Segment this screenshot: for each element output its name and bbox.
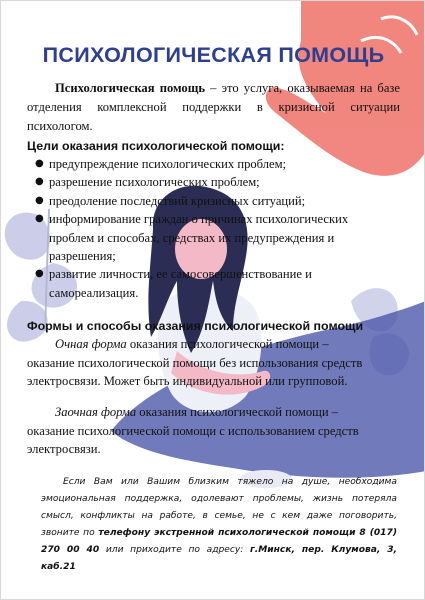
contact-text-2: или приходите по адресу: bbox=[99, 545, 251, 555]
intro-text: – это услуга, оказываемая на базе отделения комплексной поддержки в кризисной ситуации психологом. bbox=[27, 81, 400, 133]
intro-paragraph bbox=[27, 79, 400, 136]
in-person-text: оказания психологической помощи – оказание психологической помощи без использования средств электросвязи. Может быть индивидуальной или групповой. bbox=[27, 337, 363, 389]
list-item: ● разрешение психологических проблем; bbox=[35, 173, 385, 191]
bullet-icon: ● bbox=[35, 213, 44, 225]
list-item: ● информирование граждан о причинах психологических проблем и способах, средствах их предупреждения и разрешения; bbox=[35, 212, 349, 264]
forms-heading: Формы и способы оказания психологической помощи bbox=[27, 319, 364, 333]
remote-text: оказания психологической помощи – оказание психологической помощи с использованием средств электросвязи. bbox=[27, 405, 359, 457]
bullet-icon: ● bbox=[35, 268, 44, 280]
goals-list bbox=[35, 155, 385, 302]
intro-lead: Психологическая помощь bbox=[55, 81, 206, 95]
list-item: ● развитие личности, ее самосовершенствование и самореализация. bbox=[35, 267, 312, 300]
list-item: ● предупреждение психологических проблем; bbox=[35, 155, 385, 173]
remote-term: Заочная форма bbox=[55, 405, 137, 419]
contact-text-1: Если Вам или Вашим близким тяжело на душе, необходима эмоциональная поддержка, одолевают проблемы, жизнь потеряла смысл, конфликты на работе, в семье, не с кем даже поговорить, звоните по bbox=[41, 477, 397, 538]
bullet-icon: ● bbox=[35, 158, 44, 169]
remote-paragraph bbox=[27, 403, 372, 459]
bullet-icon: ● bbox=[35, 194, 44, 206]
contact-note bbox=[41, 474, 397, 576]
page-title: ПСИХОЛОГИЧЕСКАЯ ПОМОЩЬ bbox=[42, 43, 385, 67]
goals-heading: Цели оказания психологической помощи: bbox=[27, 139, 285, 153]
flyer-content bbox=[1, 1, 425, 600]
in-person-paragraph bbox=[27, 335, 372, 391]
list-item: ● преодоление последствий кризисных ситуаций; bbox=[35, 192, 385, 210]
in-person-term: Очная форма bbox=[55, 337, 127, 351]
bullet-icon: ● bbox=[35, 176, 44, 188]
address: г.Минск, пер. Клумова, 3, каб.21 bbox=[41, 545, 398, 572]
hotline-phone: телефону экстренной психологической помощи 8 (017) 270 00 40 bbox=[41, 528, 397, 555]
